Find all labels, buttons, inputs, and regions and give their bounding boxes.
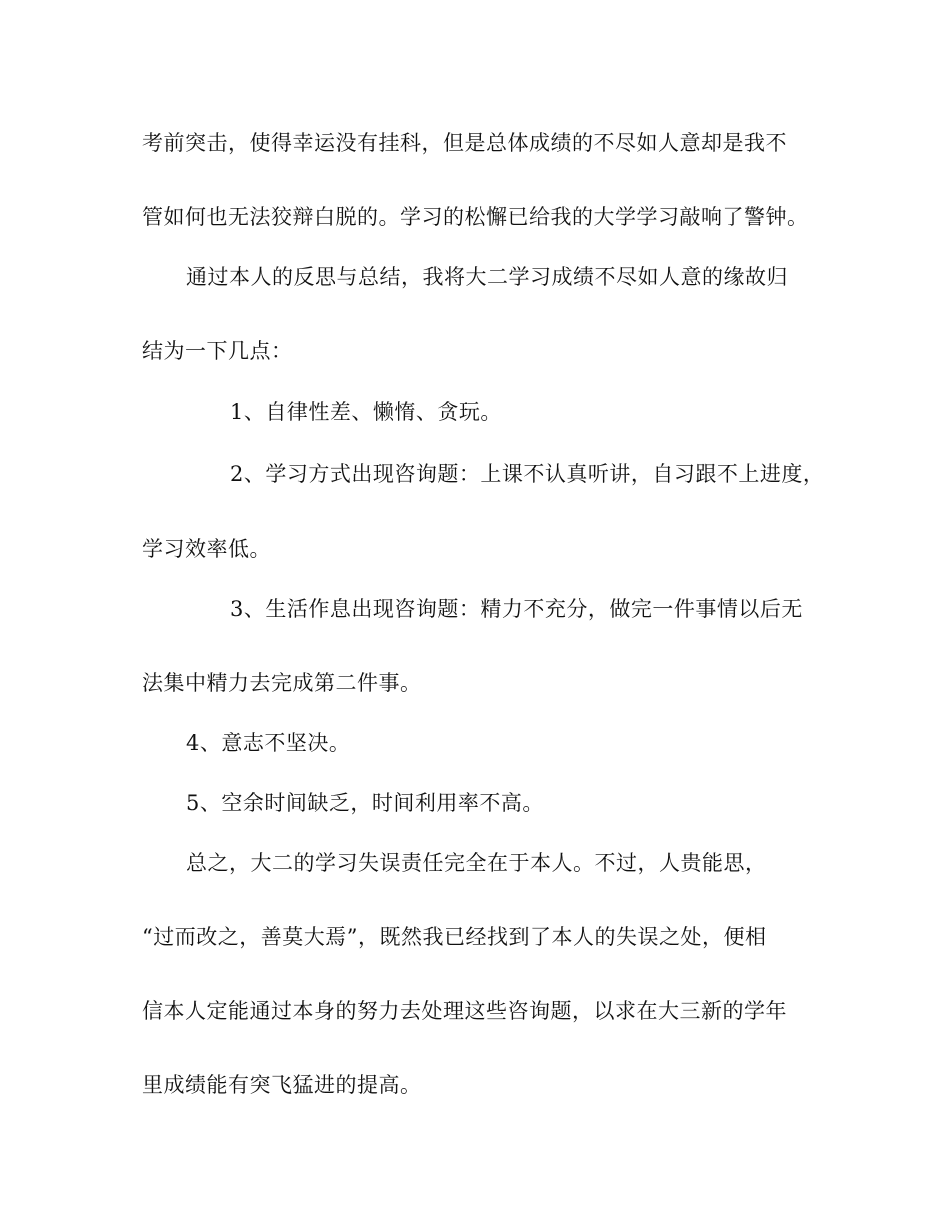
text-line: 总之，大二的学习失误责任完全在于本人。不过，人贵能思， — [186, 851, 767, 875]
text-line: 通过本人的反思与总结，我将大二学习成绩不尽如人意的缘故归 — [186, 265, 788, 289]
list-item: 4、意志不坚决。 — [186, 731, 351, 755]
text-line: “过而改之，善莫大焉”，既然我已经找到了本人的失误之处，便相 — [142, 925, 767, 949]
text-line: 结为一下几点： — [142, 339, 293, 363]
text-line: 法集中精力去完成第二件事。 — [142, 671, 422, 695]
text-line: 学习效率低。 — [142, 537, 271, 561]
list-item: 5、空余时间缺乏，时间利用率不高。 — [186, 791, 544, 815]
list-item: 1、自律性差、懒惰、贪玩。 — [230, 400, 502, 424]
text-line: 信本人定能通过本身的努力去处理这些咨询题，以求在大三新的学年 — [142, 999, 787, 1023]
text-line: 管如何也无法狡辩白脱的。学习的松懈已给我的大学学习敲响了警钟。 — [142, 205, 809, 229]
list-item: 3、生活作息出现咨询题：精力不充分，做完一件事情以后无 — [230, 597, 803, 621]
text-line: 里成绩能有突飞猛进的提高。 — [142, 1073, 422, 1097]
list-item: 2、学习方式出现咨询题：上课不认真听讲，自习跟不上进度， — [230, 462, 825, 486]
text-line: 考前突击，使得幸运没有挂科，但是总体成绩的不尽如人意却是我不 — [142, 131, 787, 155]
